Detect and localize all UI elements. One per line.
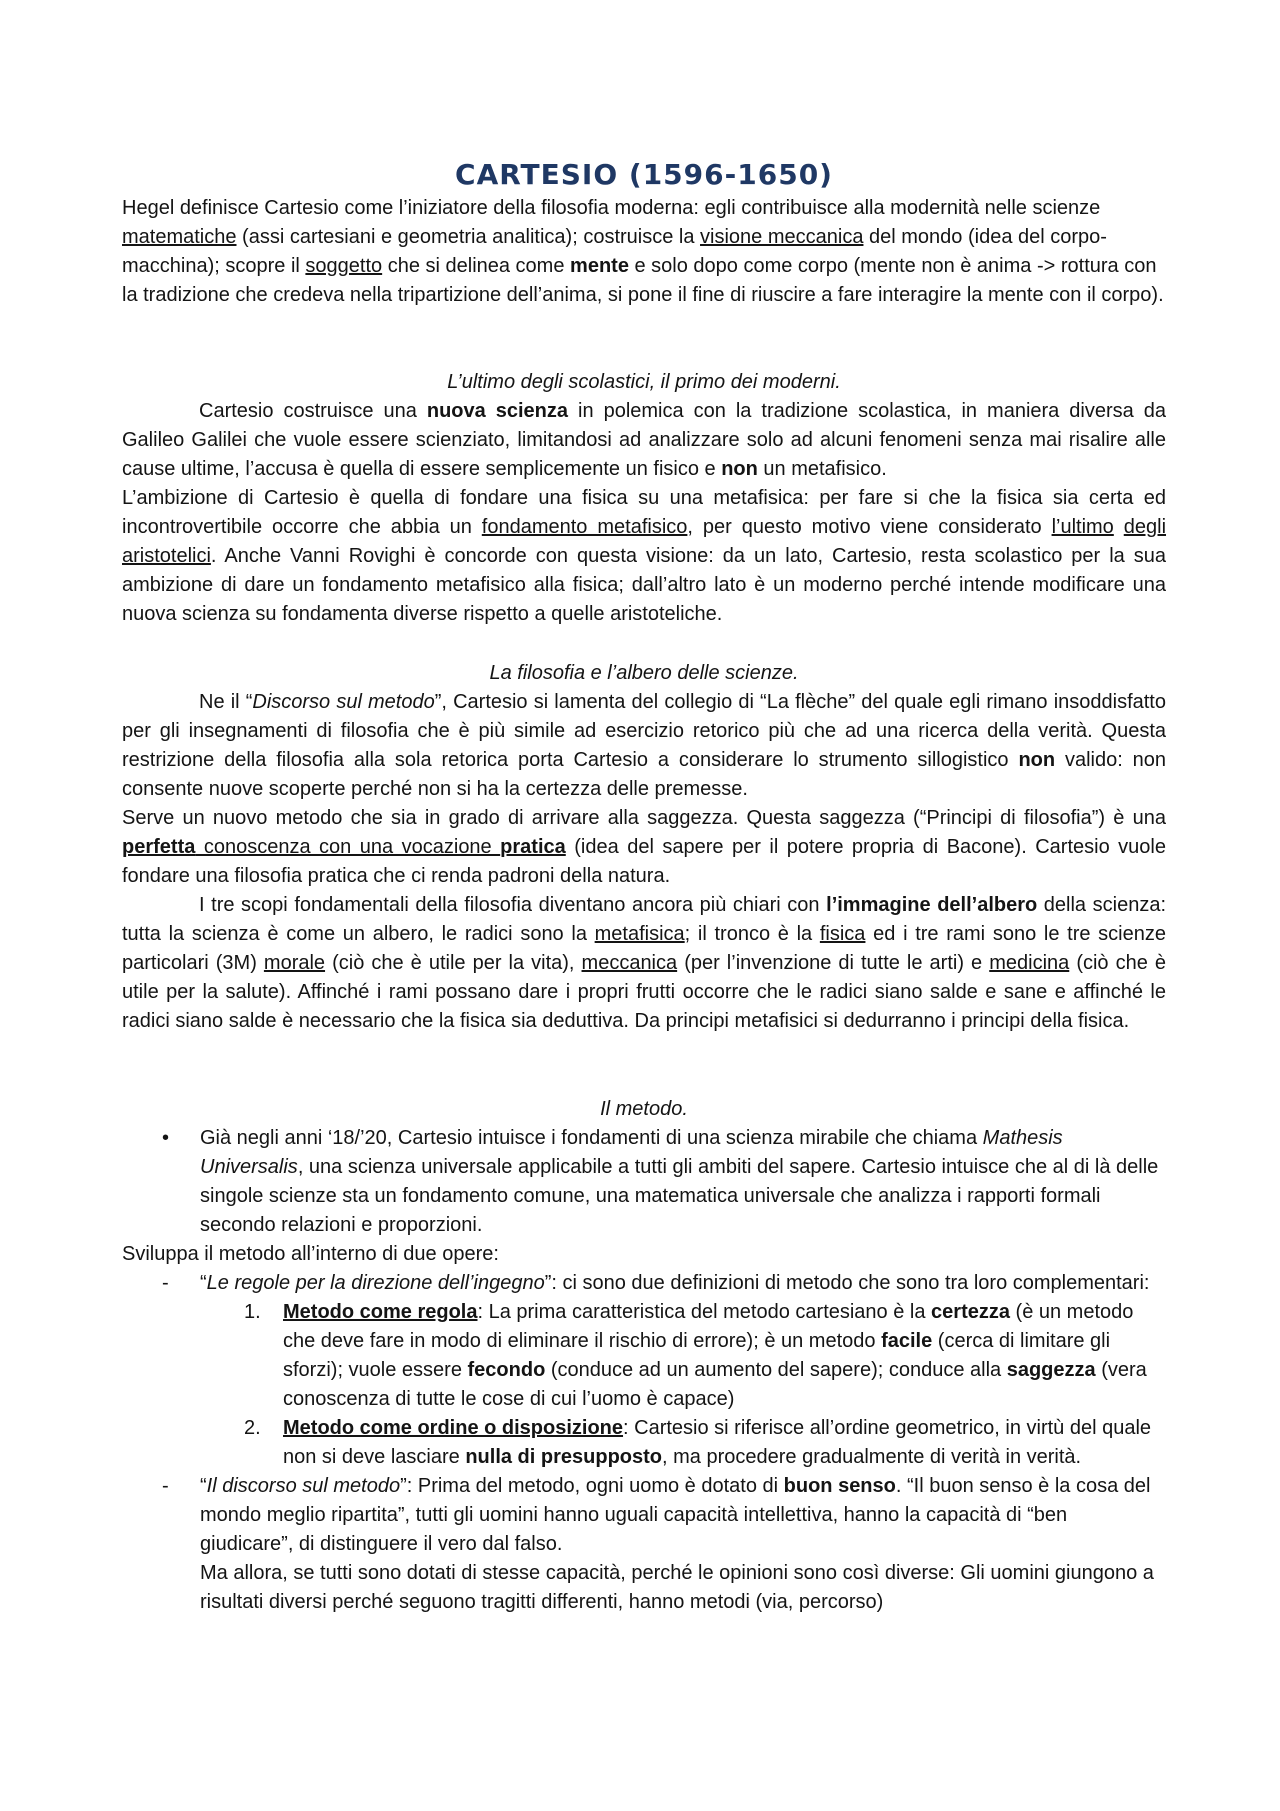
text-run: Ne il “ xyxy=(199,691,253,713)
text-run: buon senso xyxy=(783,1475,896,1497)
text-run: l’immagine dell’albero xyxy=(826,894,1038,916)
text-run: conoscenza con una vocazione xyxy=(195,836,501,858)
number-marker: 2. xyxy=(244,1417,261,1439)
text-run: ”, Cartesio si lamenta del collegio di “La flèche” del quale egli rimano insoddisfatto per gli insegnamenti di filosofia che è più simile ad esercizio retorico più che ad una ricerca della verità. Questa restrizione della filosofia alla sola retorica porta Cartesio a considerare lo strumento sillogistico xyxy=(122,691,1166,771)
text-run: non xyxy=(1018,749,1056,771)
text-run: (è un metodo che deve fare in modo di eliminare il rischio di errore); è un metodo xyxy=(283,1301,1134,1352)
text-run: e solo dopo come corpo (mente non è anima -> rottura con la tradizione che credeva nella tripartizione dell’anima, si pone il fine di riuscire a fare interagire la mente con il corpo). xyxy=(122,255,1164,306)
text-run: in polemica con la tradizione scolastica, in maniera diversa da Galileo Galilei che vuole essere scienziato, limitandosi ad analizzare solo ad alcuni fenomeni senza mai risalire alle cause ultime, l’accusa è quella di essere semplicemente un fisico e xyxy=(122,400,1166,480)
text-run: Serve un nuovo metodo che sia in grado di arrivare alla saggezza. Questa saggezza (“Principi di filosofia”) è una xyxy=(122,807,1166,829)
text-run: Mathesis Universalis xyxy=(200,1127,1063,1178)
text-run: Discorso sul metodo xyxy=(252,691,435,713)
text-run: del mondo (idea del corpo-macchina); scopre il xyxy=(122,226,1107,277)
text-run: facile xyxy=(881,1330,933,1352)
text-run xyxy=(1114,516,1124,538)
text-run: metafisica xyxy=(594,923,685,945)
section-heading-albero: La filosofia e l’albero delle scienze. xyxy=(489,662,799,684)
paragraph-nuova-scienza xyxy=(122,397,1166,484)
numbered-item-text xyxy=(283,1414,1166,1472)
text-run: (conduce ad un aumento del sapere); conduce alla xyxy=(545,1359,1007,1381)
text-run: ”: ci sono due definizioni di metodo che sono tra loro complementari: xyxy=(544,1272,1150,1294)
paragraph-discorso xyxy=(122,688,1166,804)
text-run: (idea del sapere per il potere propria di Bacone). Cartesio vuole fondare una filosofia pratica che ci renda padroni della natura. xyxy=(122,836,1166,887)
intro-text xyxy=(122,194,1166,310)
text-run: perfetta xyxy=(122,836,196,858)
numbered-item xyxy=(122,1298,1166,1414)
text-run: fecondo xyxy=(467,1359,546,1381)
bullet-icon: • xyxy=(162,1127,170,1149)
text-run: , per questo motivo viene considerato xyxy=(687,516,1052,538)
section-metodo xyxy=(122,1095,1166,1617)
text-run: ed i tre rami sono le tre scienze particolari (3M) xyxy=(122,923,1166,974)
text-run: (cerca di limitare gli sforzi); vuole essere xyxy=(283,1330,1111,1381)
metodo-opere-line: Sviluppa il metodo all’interno di due opere: xyxy=(122,1243,499,1265)
text-run: visione meccanica xyxy=(700,226,864,248)
text-run: : Cartesio si riferisce all’ordine geometrico, in virtù del quale non si deve lasciare xyxy=(283,1417,1152,1468)
text-run: pratica xyxy=(500,836,566,858)
text-run: medicina xyxy=(989,952,1070,974)
section-scolastici xyxy=(122,368,1166,629)
text-run: l’ultimo xyxy=(1051,516,1114,538)
text-run: mente xyxy=(570,255,629,277)
text-run: Già negli anni ‘18/’20, Cartesio intuisce i fondamenti di una scienza mirabile che chiama xyxy=(200,1127,983,1149)
text-run: fondamento metafisico xyxy=(481,516,688,538)
text-run: L’ambizione di Cartesio è quella di fondare una fisica su una metafisica: per fare si che la fisica sia certa ed incontrovertibile occorre che abbia un xyxy=(122,487,1166,538)
list-item xyxy=(122,1124,1166,1240)
text-run: degli aristotelici xyxy=(122,516,1167,567)
text-run: ; il tronco è la xyxy=(684,923,820,945)
paragraph-albero xyxy=(122,891,1166,1036)
numbered-item xyxy=(122,1414,1166,1472)
text-run: (assi cartesiani e geometria analitica); costruisce la xyxy=(236,226,701,248)
text-run: morale xyxy=(263,952,326,974)
paragraph-saggezza xyxy=(122,804,1166,891)
intro-paragraph xyxy=(122,194,1166,310)
section-albero xyxy=(122,659,1166,1036)
text-run: . “Il buon senso è la cosa del mondo meglio ripartita”, tutti gli uomini hanno uguali capacità intellettiva, hanno la capacità di “ben giudicare”, di distinguere il vero dal falso. xyxy=(200,1475,1151,1555)
text-run: (ciò che è utile per la salute). Affinché i rami possano dare i propri frutti occorre che le radici siano salde e sane e affinché le radici siano salde è necessario che la fisica sia deduttiva. Da principi metafisici si dedurranno i principi della fisica. xyxy=(122,952,1167,1032)
text-run: (ciò che è utile per la vita), xyxy=(325,952,582,974)
numbered-item-text xyxy=(283,1298,1166,1414)
section-heading-scolastici: L’ultimo degli scolastici, il primo dei moderni. xyxy=(447,371,841,393)
text-run: che si delinea come xyxy=(382,255,571,277)
text-run: saggezza xyxy=(1006,1359,1096,1381)
text-run: nuova scienza xyxy=(426,400,569,422)
text-run: valido: non consente nuove scoperte perché non si ha la certezza delle premesse. xyxy=(122,749,1167,800)
text-run: Hegel definisce Cartesio come l’iniziatore della filosofia moderna: egli contribuisce alla modernità nelle scienze xyxy=(122,197,1101,219)
number-marker: 1. xyxy=(244,1301,261,1323)
page-title: CARTESIO (1596-1650) xyxy=(455,158,833,191)
text-run: certezza xyxy=(931,1301,1010,1323)
list-item xyxy=(122,1472,1166,1617)
text-run: , ma procedere gradualmente di verità in verità. xyxy=(662,1446,1082,1468)
text-run: nulla di presupposto xyxy=(465,1446,662,1468)
list-item-text xyxy=(200,1269,1166,1298)
text-run: : La prima caratteristica del metodo cartesiano è la xyxy=(477,1301,932,1323)
text-run: Il discorso sul metodo xyxy=(206,1475,401,1497)
text-run: un metafisico. xyxy=(757,458,887,480)
list-item-text xyxy=(200,1472,1166,1559)
text-run: (vera conoscenza di tutte le cose di cui l’uomo è capace) xyxy=(283,1359,1147,1410)
text-run: soggetto xyxy=(305,255,383,277)
text-run: matematiche xyxy=(122,226,237,248)
paragraph-ambizione xyxy=(122,484,1166,629)
text-run: Metodo come regola xyxy=(283,1301,478,1323)
text-run: ”: Prima del metodo, ogni uomo è dotato di xyxy=(400,1475,784,1497)
text-run: I tre scopi fondamentali della filosofia diventano ancora più chiari con xyxy=(199,894,827,916)
list-item-continuation: Ma allora, se tutti sono dotati di stesse capacità, perché le opinioni sono così diverse: Gli uomini giungono a risultati diversi perché seguono tragitti differenti, hanno metodi (via, percorso) xyxy=(200,1562,1154,1613)
text-run: non xyxy=(721,458,758,480)
text-run: della scienza: tutta la scienza è come un albero, le radici sono la xyxy=(122,894,1166,945)
text-run: , una scienza universale applicabile a tutti gli ambiti del sapere. Cartesio intuisce che al di là delle singole scienze sta un fondamento comune, una matematica universale che analizza i rapporti formali secondo relazioni e proporzioni. xyxy=(200,1156,1159,1236)
text-run: fisica xyxy=(819,923,866,945)
text-run: Metodo come ordine o disposizione xyxy=(283,1417,624,1439)
list-item xyxy=(122,1269,1166,1298)
text-run: meccanica xyxy=(581,952,678,974)
text-run: Cartesio costruisce una xyxy=(199,400,427,422)
text-run: “ xyxy=(200,1475,207,1497)
text-run: . Anche Vanni Rovighi è concorde con questa visione: da un lato, Cartesio, resta scolastico per la sua ambizione di dare un fondamento metafisico alla fisica; dall’altro lato è un moderno perché intende modificare una nuova scienza su fondamenta diverse rispetto a quelle aristoteliche. xyxy=(122,545,1166,625)
section-heading-metodo: Il metodo. xyxy=(600,1098,688,1120)
dash-marker: - xyxy=(162,1475,169,1497)
text-run: “ xyxy=(200,1272,207,1294)
list-item-text xyxy=(200,1124,1166,1240)
dash-marker: - xyxy=(162,1272,169,1294)
text-run: (per l’invenzione di tutte le arti) e xyxy=(677,952,990,974)
text-run: Le regole per la direzione dell’ingegno xyxy=(206,1272,545,1294)
